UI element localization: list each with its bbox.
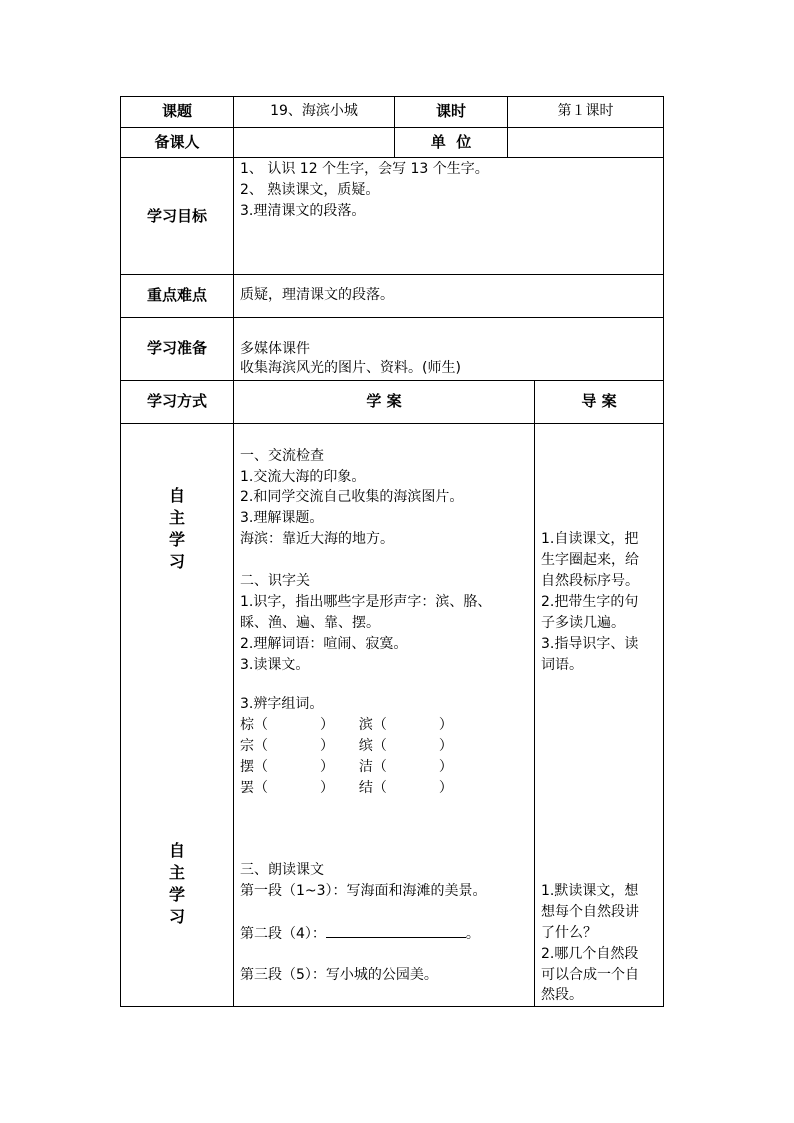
daoan-line: 词语。 bbox=[541, 657, 583, 673]
side-label-char: 自 bbox=[168, 486, 185, 505]
reading-heading: 三、朗读课文 bbox=[240, 862, 324, 878]
side-label-char: 学 bbox=[168, 530, 185, 549]
word-pair-row bbox=[240, 757, 453, 778]
period-label: 课时 bbox=[435, 102, 466, 120]
char-cell: 缤（ bbox=[358, 738, 387, 754]
char-close: ） bbox=[438, 759, 453, 775]
daoan-header: 导 案 bbox=[581, 392, 617, 410]
prep-item: 收集海滨风光的图片、资料。(师生) bbox=[240, 360, 461, 376]
xuean-line: 2.和同学交流自己收集的海滨图片。 bbox=[240, 489, 464, 505]
xuean-line: 一、交流检查 bbox=[240, 448, 324, 464]
xuean-header: 学 案 bbox=[366, 392, 402, 410]
daoan-line: 1.默读课文，想 bbox=[541, 883, 639, 899]
daoan-line: 2.把带生字的句 bbox=[541, 594, 639, 610]
preparer-label: 备课人 bbox=[154, 133, 200, 151]
goals-label: 学习目标 bbox=[146, 207, 207, 225]
xuean-line: 二、识字关 bbox=[240, 573, 310, 589]
daoan-line: 了什么？ bbox=[541, 925, 597, 941]
char-close: ） bbox=[438, 717, 453, 733]
xuean-line: 海滨：靠近大海的地方。 bbox=[240, 531, 394, 547]
xuean-line: 3.辨字组词。 bbox=[240, 696, 324, 712]
char-cell: 结（ bbox=[358, 780, 387, 796]
period-value: 第１课时 bbox=[557, 103, 614, 119]
segment-2-suffix: 。 bbox=[465, 926, 480, 942]
side-label-char: 主 bbox=[168, 508, 185, 527]
char-cell: 宗（ bbox=[240, 738, 268, 754]
xuean-line: 1.识字，指出哪些字是形声字：滨、胳、 bbox=[240, 594, 492, 610]
daoan-line: 子多读几遍。 bbox=[541, 615, 625, 631]
char-cell: 棕（ bbox=[240, 717, 268, 733]
char-close: ） bbox=[320, 738, 334, 754]
daoan-line: 2.哪几个自然段 bbox=[541, 946, 639, 962]
daoan-line: 然段。 bbox=[541, 987, 583, 1003]
xuean-line: 3.读课文。 bbox=[240, 657, 310, 673]
char-cell: 摆（ bbox=[240, 759, 268, 775]
goal-item: 1、 认识 12 个生字，会写 13 个生字。 bbox=[240, 161, 489, 177]
segment-2-prefix: 第二段（4）： bbox=[240, 926, 326, 942]
side-label-char: 主 bbox=[168, 863, 185, 882]
daoan-line: 3.指导识字、读 bbox=[541, 636, 639, 652]
side-label-char: 自 bbox=[168, 841, 185, 860]
daoan-line: 可以合成一个自 bbox=[541, 967, 639, 983]
xuean-line: 睬、渔、遍、靠、摆。 bbox=[240, 615, 380, 631]
goal-item: 3.理清课文的段落。 bbox=[240, 203, 366, 219]
daoan-line: 想每个自然段讲 bbox=[541, 904, 639, 920]
daoan-line: 1.自读课文，把 bbox=[541, 531, 639, 547]
segment-1: 第一段（1~3）：写海面和海滩的美景。 bbox=[240, 883, 487, 899]
goal-item: 2、 熟读课文，质疑。 bbox=[240, 182, 380, 198]
prep-item: 多媒体课件 bbox=[240, 341, 310, 357]
char-cell: 罢（ bbox=[240, 780, 268, 796]
daoan-line: 自然段标序号。 bbox=[541, 573, 639, 589]
char-close: ） bbox=[438, 780, 453, 796]
segment-2 bbox=[240, 923, 480, 945]
unit-label: 单 位 bbox=[430, 133, 472, 151]
key-text: 质疑，理清课文的段落。 bbox=[240, 287, 394, 303]
key-label: 重点难点 bbox=[146, 286, 207, 304]
char-cell: 滨（ bbox=[358, 717, 387, 733]
segment-3: 第三段（5）：写小城的公园美。 bbox=[240, 967, 438, 983]
topic-label: 课题 bbox=[161, 102, 192, 120]
side-label-char: 习 bbox=[168, 552, 185, 571]
answer-blank[interactable] bbox=[326, 923, 466, 938]
char-close: ） bbox=[320, 717, 334, 733]
word-pair-row bbox=[240, 715, 453, 736]
side-label-char: 学 bbox=[168, 885, 185, 904]
xuean-line: 2.理解词语：喧闹、寂寞。 bbox=[240, 636, 408, 652]
daoan-line: 生字圈起来，给 bbox=[541, 552, 639, 568]
char-cell: 洁（ bbox=[358, 759, 387, 775]
topic-value: 19、海滨小城 bbox=[270, 103, 358, 119]
xuean-line: 1.交流大海的印象。 bbox=[240, 469, 366, 485]
prep-label: 学习准备 bbox=[146, 339, 207, 357]
char-close: ） bbox=[320, 759, 334, 775]
char-close: ） bbox=[320, 780, 334, 796]
word-pair-row bbox=[240, 736, 453, 757]
char-close: ） bbox=[438, 738, 453, 754]
method-label: 学习方式 bbox=[146, 392, 207, 410]
side-label-char: 习 bbox=[168, 907, 185, 926]
word-pair-row bbox=[240, 778, 453, 799]
xuean-line: 3.理解课题。 bbox=[240, 510, 324, 526]
